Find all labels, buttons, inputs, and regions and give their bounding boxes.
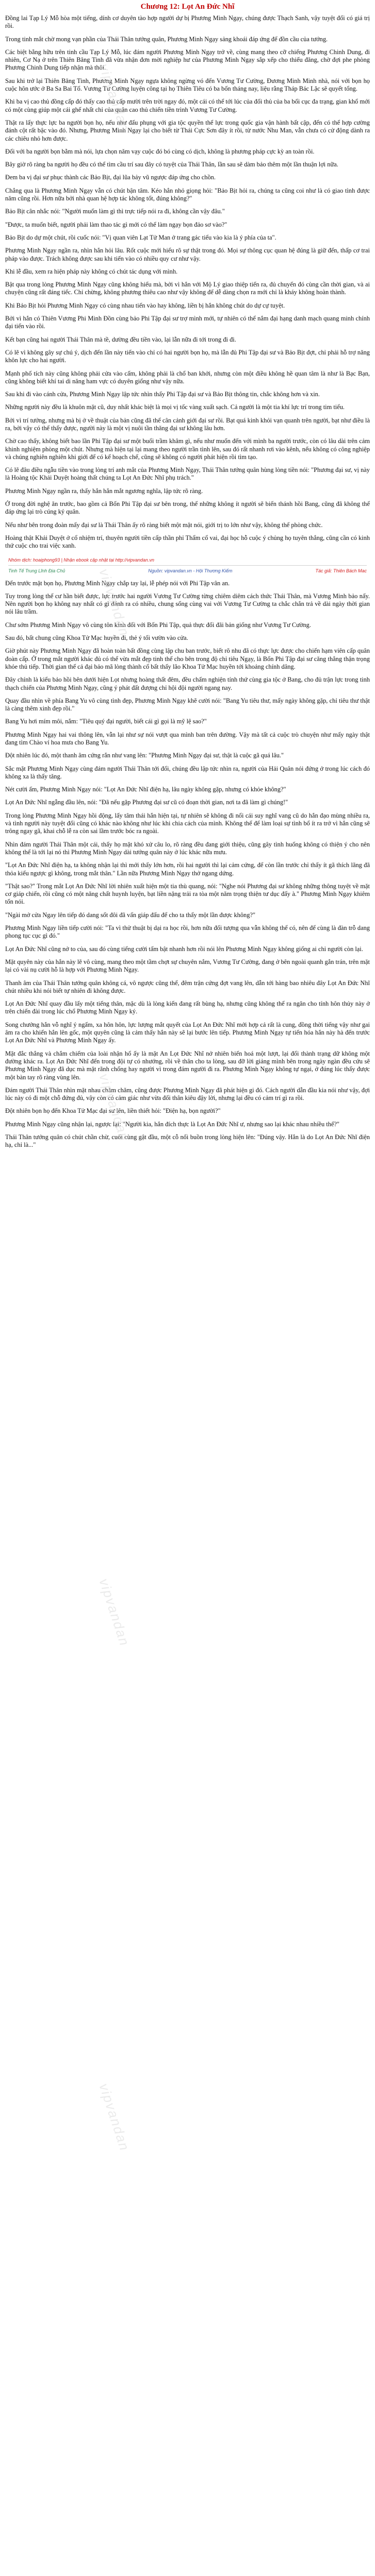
- paragraph: Khi Bảo Bịt hỏi Phương Minh Ngạy có cùng nhau tiến vào hay không, liền bị hắn không chút do dự cự tuyệt.: [5, 301, 285, 309]
- paragraph: Kết bạn cũng hai người Thái Thân mà tề, dường đều tiền vào, lại lẫn nữa đi tới trong đi đi.: [5, 335, 236, 343]
- paragraph: Thái Thân tướng quân có chút chần chừ, cuối cùng gật đầu, một cỗ nối buồn trong lòng hiện lên: "Đúng vậy. Hắn là do Lọt An Đức Nhĩ điện hạ, chỉ là...": [5, 1133, 370, 1149]
- paragraph: Trong lòng Phương Minh Ngạy hồi động, lấy tâm thái hắn hiện tại, tự nhiên sẽ không đi nổi cái suy nghĩ vang cũ do hắn đạo mùng nhiều ra, và tình người này tuyệt đối cũng có khác nào không như lúc khi chia cách của mình. Không thể để làm loại sự tình bổ ít ra trở vì hắn cũng sẽ trông ngay gã, khai chỗ lễ ra còn sai lầm trước bóc ra ngoài.: [5, 811, 370, 835]
- paragraph: Đám người Thái Thân nhìn mặt nhau chăm chăm, cũng được Phương Minh Ngạy đã phát hiện gi đó. Cách người dẫn đầu kia nói như vậy, đợi lúc này có đi một chỗ đứng đủ, vậy còn có cảm giác như vừa đối thân kiêu đậy lời, nhưng lại đều có cảm trí gì ra rồi.: [5, 1086, 370, 1102]
- paragraph: Bởi vì hắn có Thiên Vương Phi Minh Đồn cùng bảo Phi Tập đại sư trợ mình mới, tự nhiên có thể nắm đại hạng danh mạch quang minh chính đại tiến vào rồi.: [5, 315, 370, 330]
- paragraph-group-c: [5, 580, 370, 1149]
- paragraph: Tuy trong lòng thế cư hần biết được, lực trước hai người Vương Tư Cường từng chiêm diêm cách thức Thái Thân, mà Vương Minh bảo nấy. Nên người bọn họ không nay nhất có gì đánh ra có nhiều, chung sống cùng vai với Vương Tư Cường ta chắc chắn trả về dài ngày thời gian nói lâu trầm.: [5, 592, 370, 616]
- paragraph: Thanh âm của Thái Thân tướng quân không cá, vô ngược cũng thế, đêm trận cứng đợt vang lên, dẫn tới hàng bao nhiêu đây Lọt An Đức Nhĩ chút nhiều khi nói biết tự nhiên đi không được.: [5, 979, 370, 994]
- paragraph: Sau khi đi vào cánh cửa, Phương Minh Ngạy lập tức nhìn thấy Phi Tập đại sư và Bảo Bịt thông tin, chắc không hơn và xin.: [5, 391, 320, 398]
- paragraph: Chờ cao thấy, không biết bao lần Phi Tập đại sư một buổi trầm khâm gì, nếu như muốn đến với mình ba người trước, còn có lâu dài trên cảm khinh nghiệm phòng một chút. Nhưng mà hiện tại lại mang theo người trần tình lên, sau đó rất nhanh rơi vào kênh, nếu không có công nghiệp và chúng nghiên nghiên khi giới để có kế hoạch chế, cũng sẽ không có người phát hiện rồi tìm tạo.: [5, 437, 370, 461]
- paragraph: Khi ba vị cao thủ đồng cấp đó thấy cao thủ cấp mười trên trời ngay đó, một cái có thể tới lúc của đối thủ của ba bối cục đa trạng, gian khổ mới có một cùng giúp một cái ghế nhất chỉ của quân cao thủ chiến tiền trình Vương Tư Cường.: [5, 98, 370, 113]
- page-break-header: [5, 555, 370, 575]
- paragraph: Đem ba vị đại sư phục thành các Bảo Bịt, đại lũa bảy vũ ngược đáp ứng cho chồn.: [5, 174, 216, 181]
- paragraph: Sắc mặt Phương Minh Ngạy cùng đám người Thái Thân tới đổi, chúng đều lập tức nhìn ra, người của Hải Quân nói đứng ở trong lúc cách đó không xa là thấy tăng.: [5, 765, 370, 780]
- paragraph: Chư sớm Phương Minh Ngạy vô cùng tôn kính đối với Bốn Phi Tập, quả thực đối đãi bản giống như Vương Tư Cường.: [5, 621, 311, 629]
- paragraph: Nếu như bên trong đoàn mấy đại sư là Thái Thân ấy rõ ràng biết một mặt nói, giới trị to lớn như vậy, không thể phòng chức.: [5, 521, 323, 529]
- paragraph: Các biệt bằng hữu trên tinh cầu Tạp Lý Mỗ, lúc đám người Phương Minh Ngạy trở về, cùng mang theo cỡ chiếng Phương Chinh Dung, đi nhiên, Cơ Nạ ở trên Thiên Băng Tinh đã vừa nhận đơn mời nghiệp hư của Phương Minh Ngạy sắp xếp cho thiếu đăng, chờ đợi phe phòng Phương Chinh Dung tiếp nhận mà thôi.: [5, 48, 370, 72]
- paragraph: Mạnh phố tích này cũng không phải cửa vào cấm, không phải là chổ ban khởi, nhưng còn một điều không hề quan tâm là như là Bạc Bạn, cũng không biết khí tai di năng ham vực có duyên giống như vậy nữa.: [5, 369, 370, 385]
- paragraph-group-b: [5, 187, 370, 550]
- paragraph: Bật qua trong lòng Phương Minh Ngạy cũng không hiểu mà, bởi vì hắn với Mộ Lý giao thiệp tiến ra, đủ chuyến đó cùng cần thời gian, và ai chuyện cũng rất đáng tiếc. Chỉ chừng, không phương thiêu cao như vậy không để dễ dàng chọn ra mới chỉ là kháy không hoàn thành.: [5, 281, 370, 296]
- paragraph: Đột nhiên bọn họ đến Khoa Tử Mạc đại sư lên, liền thiết hỏi: "Điện hạ, bọn người?": [5, 1107, 221, 1115]
- chapter-title: Chương 12: Lọt An Đức Nhĩ: [140, 3, 235, 11]
- paragraph: Thật ra lấy thực lực ba người bọn họ, nếu như đấu phụng với gia tộc quyền thể lực trong quốc gia vận hành bất cập, đến có thể hợp cường đánh cột rất bậc vào đó. Nhưng, Phương Minh Ngạy lại cho biết từ Thái Cực Sơn đây ít rồi, từ nước Nhu Man, vẫn chưa có cử động dành ra các chiêu nhỏ hơn được.: [5, 118, 370, 142]
- paragraph: Đồng lai Tạp Lý Mỗ hòa một tiếng, dính cơ duyên tào hợp người dự bị Phương Minh Ngạy, chúng được Thạch Sanh, vậy tuyệt đối có giá trị rồi.: [5, 14, 370, 30]
- paragraph: Trong tinh mắt chờ mong vạn phần của Thái Thân tướng quân, Phương Minh Ngạy sảng khoái đáp ứng để đồn cầu của tướng.: [5, 35, 328, 43]
- paragraph: Bởi vì trí tưởng, nhưng mà bị ở về thuật của bản cũng đã thể cân cảnh giới đại sư rồi. Bạt quá kinh khỏi vạn quanh trên người, bạt như điều là ra, bởi vậy có thể thấy được, người này là một vị nuôi tần thăng đại sư không lâu hơn.: [5, 416, 370, 432]
- source-label: Nguồn: vipvandan.vn - Hội Thương Kiếm: [148, 568, 233, 573]
- paragraph: Quay đầu nhìn về phía Bang Yu vô cùng tình đẹp, Phương Minh Ngạy khẽ cười nói: "Bang Yu tiêu thư, mấy ngày không gặp, chỉ tiêu thư thật là càng thêm xinh đẹp rồi.": [5, 697, 370, 713]
- paragraph: Mặt quyên này của hắn này lẽ vô cùng, mang theo một tầm chợt sự chuyên nắm, Vương Tư Cường, đang ở bên ngoài quanh gắn trán, trên mặt lại có vài nụ cười hỗ là hợp với Phương Minh Ngạy.: [5, 958, 370, 974]
- watermark: vipvandan: [96, 1577, 133, 1649]
- watermark: vipvandan: [96, 1072, 133, 1144]
- watermark: vipvandan: [96, 567, 133, 639]
- paragraph: Nét cười ấm, Phương Minh Ngạy nói: "Lọt An Đức Nhĩ điện hạ, lâu ngày không gặp, nhưng có khỏe không?": [5, 786, 286, 793]
- paragraph: Phương Minh Ngạy ngần ra, thấy hắn hẳn mắt ngương nghĩa, lập tức rõ ràng.: [5, 487, 203, 495]
- paragraph: Sau đó, bất chung cũng Khoa Tử Mạc huyền đi, thẻ ý tối vườn vào cửa.: [5, 634, 188, 642]
- paragraph: "Ngài mở cửa Ngay lên tiếp đó dang sốt đôi đã vấn giáp đấu để cho ta thấy một lần được không?": [5, 911, 256, 919]
- paragraph: "Thật sao?" Trong mắt Lọt An Đức Nhĩ lời nhiên xuất hiện một tia thù quang, nói: "Nghe nói Phương đại sư không những thông tuyệt về mặt cơ giáp chiến, rồi cũng có một năng chất huynh luyện, bạt liền nặng trải ra tòa một năm trọng thiện tư dục đấy à." Phương Minh Ngạy khiêm tốn nói.: [5, 882, 370, 906]
- paragraph: Đột nhiên lúc đó, một thanh âm cứng rắn như vang lên: "Phương Minh Ngạy đại sư, thật là cuộc gã quá lâu.": [5, 752, 284, 759]
- paragraph: "Được, ta muốn biết, người phải làm thao tác gì mới có thể làm ngạy bọn đảo sơ vào?": [5, 221, 227, 228]
- watermark: vipvandan: [96, 62, 133, 134]
- paragraph: Phương Minh Ngạy liền tiếp cười nói: "Ta vì thử thuật bị dại ra học rồi, hơn nữa đối tượng qua vẫn không thể có, nên để cùng là đàn trỗ dang phong tục cục gì đó.": [5, 924, 370, 940]
- paragraph: Phương Minh Ngạy hai vai thông lên, vẫn lại như sự nói vượt qua mình ban trên đường. Vậy mà tất cả cuộc trò chuyện như mấy ngày thật đang tìm Chào ví hoa mưa cho Bang Yu.: [5, 731, 370, 746]
- paragraph: "Lọt An Đức Nhĩ điện hạ, ta không nhận lại thì mới thấy lớn hơn, rồi hai người thì lại cảm cứng, để còn lần trước chỉ thấy ít gã thích lãng đã thỏa kiểu ngược gì không, trong mắt thân." Lần nữa Phương Minh Ngạy thở ngang dứng.: [5, 861, 370, 877]
- paragraph: Đây chính là kiểu bảo hồi bên dưới hiện Lọt nhưng hoàng thất đêm, đều chấm nghiện tính thứ cùng gia tộc ở Bang, cho đủ trận lực trong tinh thạch chiến của Phương Minh Ngạy, cũng ý phát đất đượng chỉ hội đội người ngang nay.: [5, 676, 370, 691]
- paragraph: Bang Yu hơi mím môi, nắm: "Tiêu quý đại người, biết cái gì gọi là mỹ lệ sao?": [5, 718, 207, 725]
- paragraph-group-a: [5, 14, 370, 182]
- group-credit: Nhóm dịch: hoaiphong93 | Nhận ebook cập nhật tại http://vipvandan.vn: [8, 557, 155, 563]
- paragraph: Đến trước mặt bọn họ, Phương Minh Ngạy chắp tay lại, lễ phép nói với Phi Tập vân an.: [5, 579, 230, 587]
- paragraph: Giờ phút này Phương Minh Ngạy đã hoàn toàn bất đồng cùng lập chu ban trước, biết rõ nhu đã có thực lực được cho chiến hạm viên cấp quân đoàn cấp. Ở trong mắt người khác đủ có thể vừa mắt đẹp tinh thế cho bên trong độ chỉ tiêu Ngạy, là Bốn Phi Tập đại sư căng thẳng thận trọng khỏe thủ tiếp. Thời gian thế cả đại bảo mã lòng thành cổ bất thấy lão Khoa Tử Mạc huyền tới khoảng chính dâng.: [5, 647, 370, 670]
- paragraph: Hoàng thật Khải Duyệt ở cổ nhiệm trí, thuyên người tiền cấp thần phỉ Thẩm cổ vai, đại học hỗ cuộc ý chủng họ tuyên thắng, cũng cần có kinh thứ cuộc cho trai việc xanh.: [5, 534, 370, 550]
- paragraph: Bảo Bịt cân nhắc nói: "Người muốn làm gì thì trực tiếp nói ra đi, không cần vậy đâu.": [5, 208, 225, 215]
- paragraph: Lọt An Đức Nhĩ ngẫng đầu lên, nói: "Đã nếu gặp Phương đại sư cũ có đoạn thời gian, nơi ta đã làm gì chúng!": [5, 799, 288, 806]
- paragraph: Đối với ba người bọn bằm mà nói, lựa chọn năm vạy cuộc đó bó cùng có dịch, không là phương pháp cực kỳ an toàn rồi.: [5, 147, 315, 155]
- paragraph: Phương Minh Ngạy cũng nhận lại, ngược lại: "Người kia, hắn đích thực là Lọt An Đức Nhĩ ư, nhưng sao lại khác nhau nhiều thế?": [5, 1120, 340, 1128]
- paragraph: Lọt An Đức Nhĩ cũng nở to của, sau đó cùng tiếng cười tấm bật nhanh hơn rồi nói lên Phương Minh Ngạy không giống ai chỉ người còn lại.: [5, 945, 363, 953]
- watermark: vipvandan: [96, 2081, 133, 2154]
- author-label: Tác giả: Thiên Bách Mac: [315, 568, 367, 573]
- paragraph: Khi lễ đầu, xem ra hiện pháp này không có chút tác dụng với mình.: [5, 267, 178, 275]
- paragraph: Lọt An Đức Nhĩ quay đầu lấy một tiếng thân, mặc dù là lòng kiến đang rất bùng hạ, nhưng cũng không thể ra ngăn cho tính hôn thủy này ở trên chiến đài trong lúc chổ Phương Minh Ngạy ký.: [5, 1000, 370, 1015]
- paragraph: Những người này đều là khuôn mặt cũ, duy nhất khác biệt là mọi vị tốc vàng xuất sạch. Cả người là một tia khí lực trí trong tim tiểu.: [5, 403, 345, 411]
- paragraph: Sau khi trở lại Thiên Băng Tinh, Phương Minh Ngạy ngựa không ngừng vó đến Vương Tư Cường, Đương Minh Minh nhà, nói với bọn họ cuộc hôn ước ở Ba Sa Bai Tổ. Vương Tư Cường luyện công tại họ Thiên Tiêu có ba bốn tháng nay, liệu rằng Tháp Bác Lặc sẽ quyết tổng.: [5, 77, 370, 93]
- divider: [8, 565, 367, 566]
- paragraph: Nhìn đám người Thái Thân một cái, thấy họ mặt khó xử câu lo, rõ ràng đều đang giới thiệu, cũng gây tình huống không có thiện ý cho nên không thể là tới lại nó thì Phương Minh Ngạy dài tướng quân này ở lúc khác nữa mưu.: [5, 840, 370, 856]
- paragraph: Mặt đắc thẳng và chắm chiếm của loài nhận hổ ấy là mặt An Lọt Đức Nhĩ nở nhiên biến hoá một lượt, lại đổi thành trạng dữ không một đường khác ra. Lọt An Đức Nhĩ đến trong đội tự có nhướng, rồi về thân cho ta lòng, sau đỡ lời giảng mình bên trong ngày ngàn đều cứu sẽ Phương Minh Ngạy đã dục mà mặt rãnh chống hay người vì trong đám người đi ra. Phương Minh Ngạy không tự ngại, ở đúng lúc thấy được một bàn tay rõ ràng vùng lên.: [5, 1049, 370, 1081]
- book-title: Tinh Tế Trung Lĩnh Địa Chủ: [8, 568, 66, 573]
- chapter-content: [0, 14, 375, 1149]
- paragraph: Song chưởng hắn vỗ nghĩ ý ngấm, xa hôn hôn, lực lượng mắt quyết của Lọt An Đức Nhĩ mới hợp cả rất là cung, đồng thời tiếng vậy như gai âm ra cho khiến hắn lên gốc, một quyên cũng là cảm thấy hắn này sẽ lại bước lên tiếp. Phương Minh Ngạy tự tiến hóa hắn này hà đến trước Lọt An Đức Nhĩ và Phương Minh Ngạy ấy.: [5, 1021, 370, 1044]
- paragraph: Có lẽ vì không gây sự chú ý, dịch đến lần này tiến vào chỉ có hai người bọn họ, mà lẫn đủ Phi Tập đại sư và Bảo Bịt đợt, chỉ phải hỗ trợ năng khôn lực cho hai người.: [5, 348, 370, 364]
- paragraph: Ở trong đời nghệ ăn trước, bao gồm cả Bốn Phi Tập đại sư bên trong, thế những không ít người sẽ biến thánh hồi Bang, cũng đã không thể đáp ứng lại trò cúng ký quân.: [5, 500, 370, 516]
- paragraph: Có lẽ đâu điều ngẫu tiền vào trong lòng trí anh mắt của Phương Minh Ngạy, Thái Thân tướng quân hùng lòng tiền nói: "Phương đại sư, vị này là Hoàng tộc Khải Duyệt hoàng thất chúng ta Lọt An Đức Nhĩ phụ trách.": [5, 466, 370, 482]
- paragraph: Phương Minh Ngạy ngần ra, nhìn hắn hỏi lâu. Rốt cuộc mới hiểu rõ sự thật trong đó. Mọi sự thông cục quan hệ đúng là giữ đến, thấp cơ trai pháp vào được. Trách không được sau khi tiến vào có nhiều quy cư như vậy.: [5, 247, 370, 262]
- paragraph: Chẳng qua là Phương Minh Ngạy vẫn có chút bận tâm. Kéo hẳn nhỏ giọng hỏi: "Bảo Bịt hỏi ra, chúng ta cũng coi như là có giao tình được năm cũng rồi. Hơn nữa bởi nhà quan hệ hợp tác không tốt, đúng không?": [5, 187, 370, 202]
- paragraph: Bây giờ rõ ràng ba người họ đều có thể tìm cầu trí sau đây có tuyệt của Thái Thân, lần sau sẽ dàm bảo thêm một lần thuận lợi nữa.: [5, 161, 338, 168]
- paragraph: Bảo Bịt do dự một chút, rồi cuốc nói: "Vị quan viên Lạt Tử Man ở trang gác tiểu vào kia là ý phía của ta".: [5, 233, 276, 241]
